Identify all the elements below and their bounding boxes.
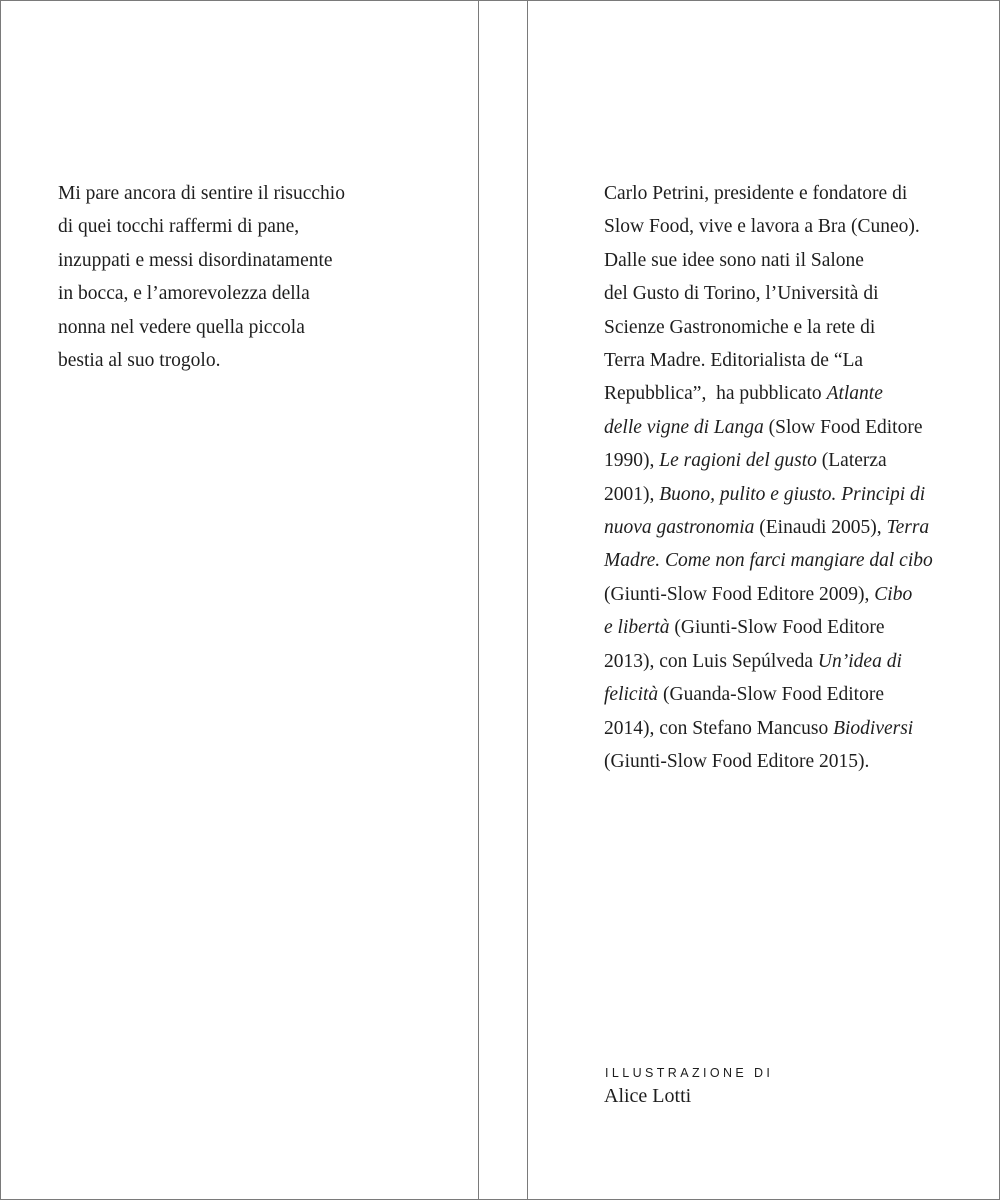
bio-line: e libertà (Giunti-Slow Food Editore bbox=[604, 617, 885, 639]
spine-fold-line-left bbox=[478, 0, 479, 1200]
book-title: Atlante bbox=[826, 383, 883, 405]
book-title: Terra bbox=[886, 517, 930, 539]
bio-line: Dalle sue idee sono nati il Salone bbox=[604, 249, 864, 271]
spine-fold-line-right bbox=[527, 0, 528, 1200]
bio-line: nuova gastronomia (Einaudi 2005), Terra bbox=[604, 517, 930, 539]
book-title: delle vigne di Langa bbox=[604, 416, 764, 438]
quote-line: di quei tocchi raffermi di pane, bbox=[58, 216, 300, 238]
book-title: nuova gastronomia bbox=[604, 517, 755, 539]
bio-line: Carlo Petrini, presidente e fondatore di bbox=[604, 183, 908, 204]
book-title: Cibo bbox=[874, 583, 913, 605]
book-title: Buono, pulito e giusto. Principi di bbox=[659, 483, 926, 505]
book-title: e libertà bbox=[604, 617, 670, 639]
bio-line: Repubblica”, ha pubblicato Atlante bbox=[604, 383, 883, 405]
bio-line: felicità (Guanda-Slow Food Editore bbox=[604, 684, 884, 706]
bio-line: 1990), Le ragioni del gusto (Laterza bbox=[604, 450, 887, 472]
quote-line: bestia al suo trogolo. bbox=[58, 350, 221, 372]
illustrator-name: Alice Lotti bbox=[604, 1085, 692, 1107]
quote-line: nonna nel vedere quella piccola bbox=[58, 316, 305, 338]
quote-line: inzuppati e messi disordinatamente bbox=[58, 249, 333, 271]
book-title: felicità bbox=[604, 684, 659, 706]
quote-line: in bocca, e l’amorevolezza della bbox=[58, 283, 310, 305]
book-title: Madre. Come non farci mangiare dal cibo bbox=[604, 550, 933, 572]
bio-line: 2001), Buono, pulito e giusto. Principi di bbox=[604, 483, 926, 505]
quote-excerpt bbox=[58, 177, 438, 377]
bio-line: del Gusto di Torino, l’Università di bbox=[604, 283, 879, 305]
bio-line bbox=[604, 544, 974, 577]
bio-line: delle vigne di Langa (Slow Food Editore bbox=[604, 416, 923, 438]
book-title: Biodiversi bbox=[833, 717, 914, 739]
illustration-credit-label: ILLUSTRAZIONE DI bbox=[605, 1066, 774, 1080]
bio-line: 2014), con Stefano Mancuso Biodiversi bbox=[604, 717, 914, 739]
quote-line: Mi pare ancora di sentire il risucchio bbox=[58, 183, 345, 204]
bio-line: (Giunti-Slow Food Editore 2009), Cibo bbox=[604, 583, 913, 605]
bio-line: Terra Madre. Editorialista de “La bbox=[604, 350, 864, 372]
bio-line: 2013), con Luis Sepúlveda Un’idea di bbox=[604, 650, 902, 672]
book-title: Le ragioni del gusto bbox=[659, 450, 817, 472]
book-title: Un’idea di bbox=[817, 650, 902, 672]
author-biography bbox=[604, 177, 974, 778]
bio-line: (Giunti-Slow Food Editore 2015). bbox=[604, 750, 870, 772]
bio-line: Scienze Gastronomiche e la rete di bbox=[604, 316, 876, 338]
bio-line: Slow Food, vive e lavora a Bra (Cuneo). bbox=[604, 216, 920, 238]
